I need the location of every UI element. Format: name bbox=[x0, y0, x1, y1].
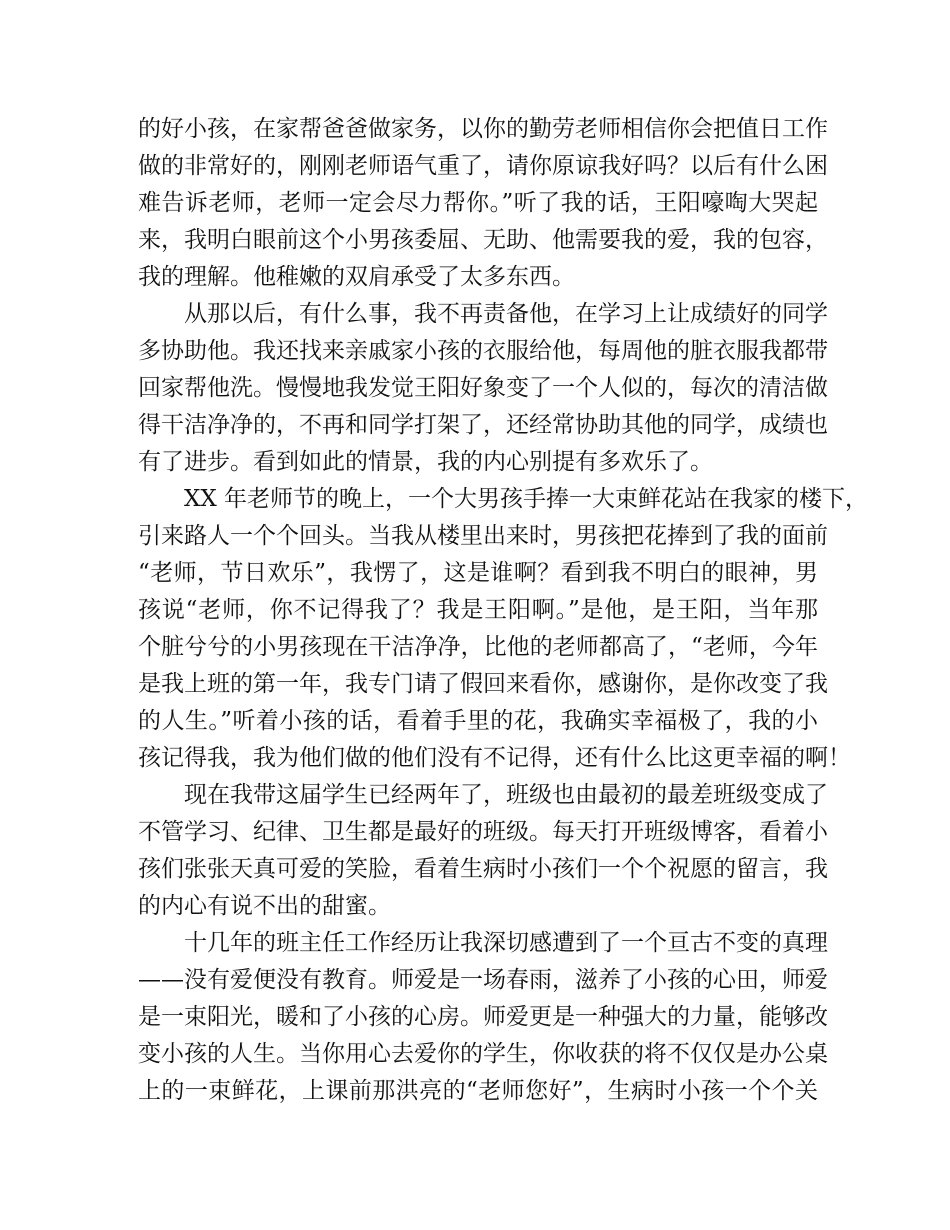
document-body bbox=[138, 111, 869, 1110]
text-line: 孩记得我，我为他们做的他们没有不记得，还有什么比这更幸福的啊！ bbox=[138, 745, 851, 771]
text-line: 多协助他。我还找来亲戚家小孩的衣服给他，每周他的脏衣服我都带 bbox=[138, 338, 828, 364]
text-line: 从那以后，有什么事，我不再责备他，在学习上让成绩好的同学 bbox=[184, 301, 828, 327]
text-line: 是我上班的第一年，我专门请了假回来看你，感谢你，是你改变了我 bbox=[138, 671, 828, 697]
text-line: 引来路人一个个回头。当我从楼里出来时，男孩把花捧到了我的面前 bbox=[138, 523, 828, 549]
text-line: 现在我带这届学生已经两年了，班级也由最初的最差班级变成了 bbox=[184, 782, 828, 808]
text-line: 有了进步。看到如此的情景，我的内心别提有多欢乐了。 bbox=[138, 449, 713, 475]
text-line: 做的非常好的，刚刚老师语气重了，请你原谅我好吗？以后有什么困 bbox=[138, 153, 828, 179]
text-line: 是一束阳光，暖和了小孩的心房。师爱更是一种强大的力量，能够改 bbox=[138, 1004, 828, 1030]
text-line: 得干洁净净的，不再和同学打架了，还经常协助其他的同学，成绩也 bbox=[138, 412, 828, 438]
text-line: 来，我明白眼前这个小男孩委屈、无助、他需要我的爱，我的包容， bbox=[138, 227, 828, 253]
text-line: 上的一束鲜花，上课前那洪亮的“老师您好”，生病时小孩一个个关 bbox=[138, 1078, 818, 1104]
text-line: “老师，节日欢乐”，我愣了，这是谁啊？看到我不明白的眼神，男 bbox=[138, 560, 818, 586]
text-line: 变小孩的人生。当你用心去爱你的学生，你收获的将不仅仅是办公桌 bbox=[138, 1041, 828, 1067]
text-line: XX 年老师节的晚上，一个大男孩手捧一大束鲜花站在我家的楼下， bbox=[184, 486, 869, 512]
text-line: 的人生。”听着小孩的话，看着手里的花，我确实幸福极了，我的小 bbox=[138, 708, 818, 734]
text-line: 回家帮他洗。慢慢地我发觉王阳好象变了一个人似的，每次的清洁做 bbox=[138, 375, 828, 401]
text-line: ——没有爱便没有教育。师爱是一场春雨，滋养了小孩的心田，师爱 bbox=[138, 967, 828, 993]
text-line: 不管学习、纪律、卫生都是最好的班级。每天打开班级博客，看着小 bbox=[138, 819, 828, 845]
text-line: 我的理解。他稚嫩的双肩承受了太多东西。 bbox=[138, 264, 575, 290]
text-line: 的好小孩，在家帮爸爸做家务，以你的勤劳老师相信你会把值日工作 bbox=[138, 116, 828, 142]
text-line: 的内心有说不出的甜蜜。 bbox=[138, 893, 391, 919]
text-line: 个脏兮兮的小男孩现在干洁净净，比他的老师都高了，“老师，今年 bbox=[138, 634, 818, 660]
text-line: 难告诉老师，老师一定会尽力帮你。”听了我的话，王阳嚎啕大哭起 bbox=[138, 190, 818, 216]
text-line: 十几年的班主任工作经历让我深切感遭到了一个亘古不变的真理 bbox=[184, 930, 828, 956]
text-line: 孩们张张天真可爱的笑脸，看着生病时小孩们一个个祝愿的留言，我 bbox=[138, 856, 828, 882]
text-line: 孩说“老师，你不记得我了？我是王阳啊。”是他，是王阳，当年那 bbox=[138, 597, 818, 623]
